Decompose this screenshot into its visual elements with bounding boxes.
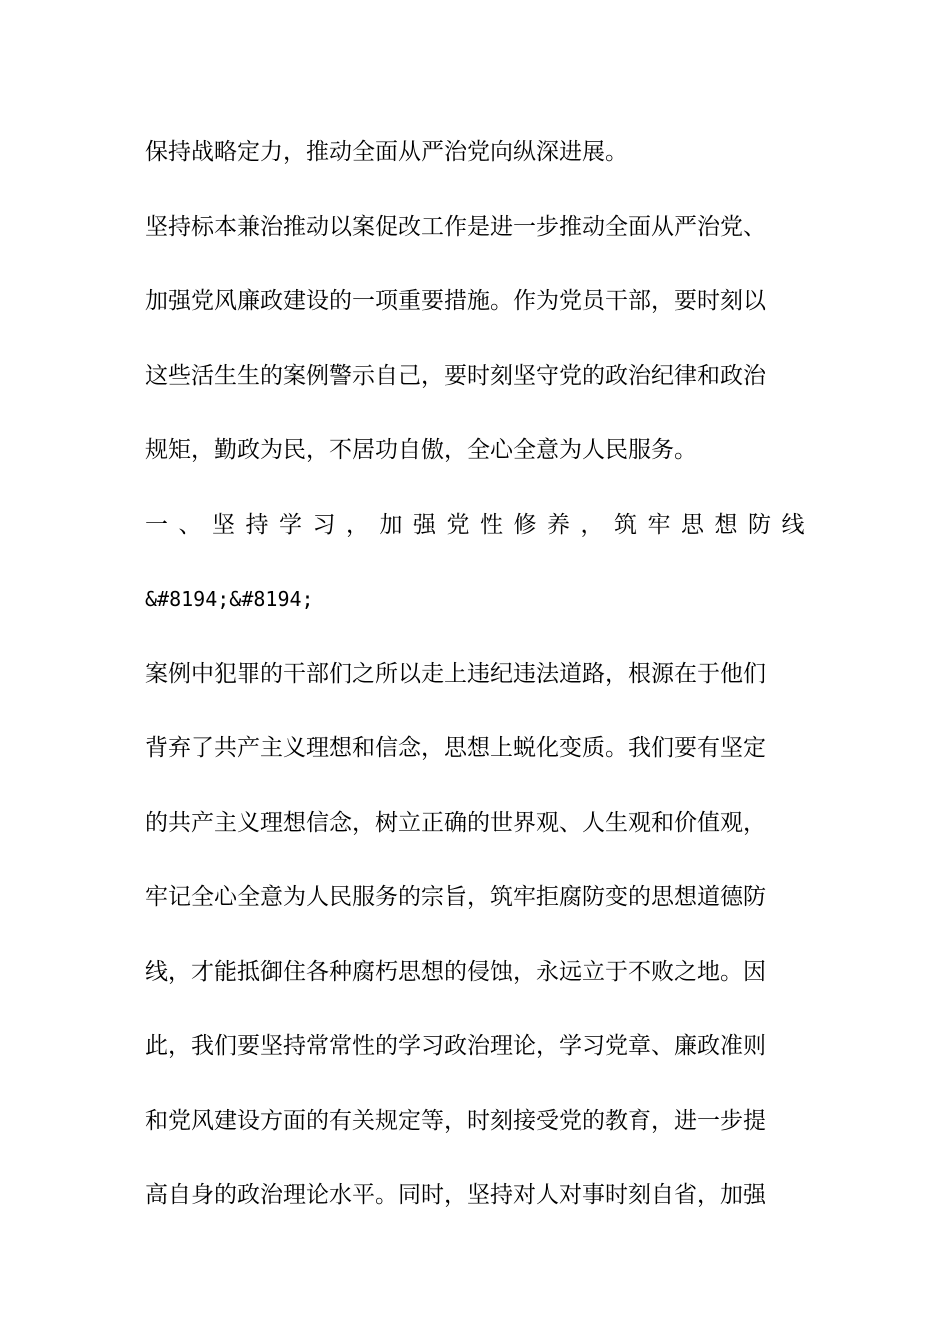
text-line: 和党风建设方面的有关规定等，时刻接受党的教育，进一步提	[145, 1108, 766, 1134]
section-heading: 一、坚持学习，加强党性修养，筑牢思想防线	[145, 512, 815, 538]
text-line: 此，我们要坚持常常性的学习政治理论，学习党章、廉政准则	[145, 1033, 766, 1059]
text-line: &#8194;&#8194;	[145, 587, 314, 611]
text-line: 坚持标本兼治推动以案促改工作是进一步推动全面从严治党、	[145, 214, 766, 240]
text-line: 的共产主义理想信念，树立正确的世界观、人生观和价值观，	[145, 810, 766, 836]
text-line: 牢记全心全意为人民服务的宗旨，筑牢拒腐防变的思想道德防	[145, 884, 766, 910]
text-line: 加强党风廉政建设的一项重要措施。作为党员干部，要时刻以	[145, 288, 766, 314]
text-line: 高自身的政治理论水平。同时，坚持对人对事时刻自省，加强	[145, 1182, 766, 1208]
text-line: 这些活生生的案例警示自己，要时刻坚守党的政治纪律和政治	[145, 363, 766, 389]
text-line: 案例中犯罪的干部们之所以走上违纪违法道路，根源在于他们	[145, 661, 766, 687]
text-line: 背弃了共产主义理想和信念，思想上蜕化变质。我们要有坚定	[145, 735, 766, 761]
text-line: 规矩，勤政为民，不居功自傲，全心全意为人民服务。	[145, 437, 697, 463]
text-line: 保持战略定力，推动全面从严治党向纵深进展。	[145, 139, 628, 165]
text-line: 线，才能抵御住各种腐朽思想的侵蚀，永远立于不败之地。因	[145, 959, 766, 985]
